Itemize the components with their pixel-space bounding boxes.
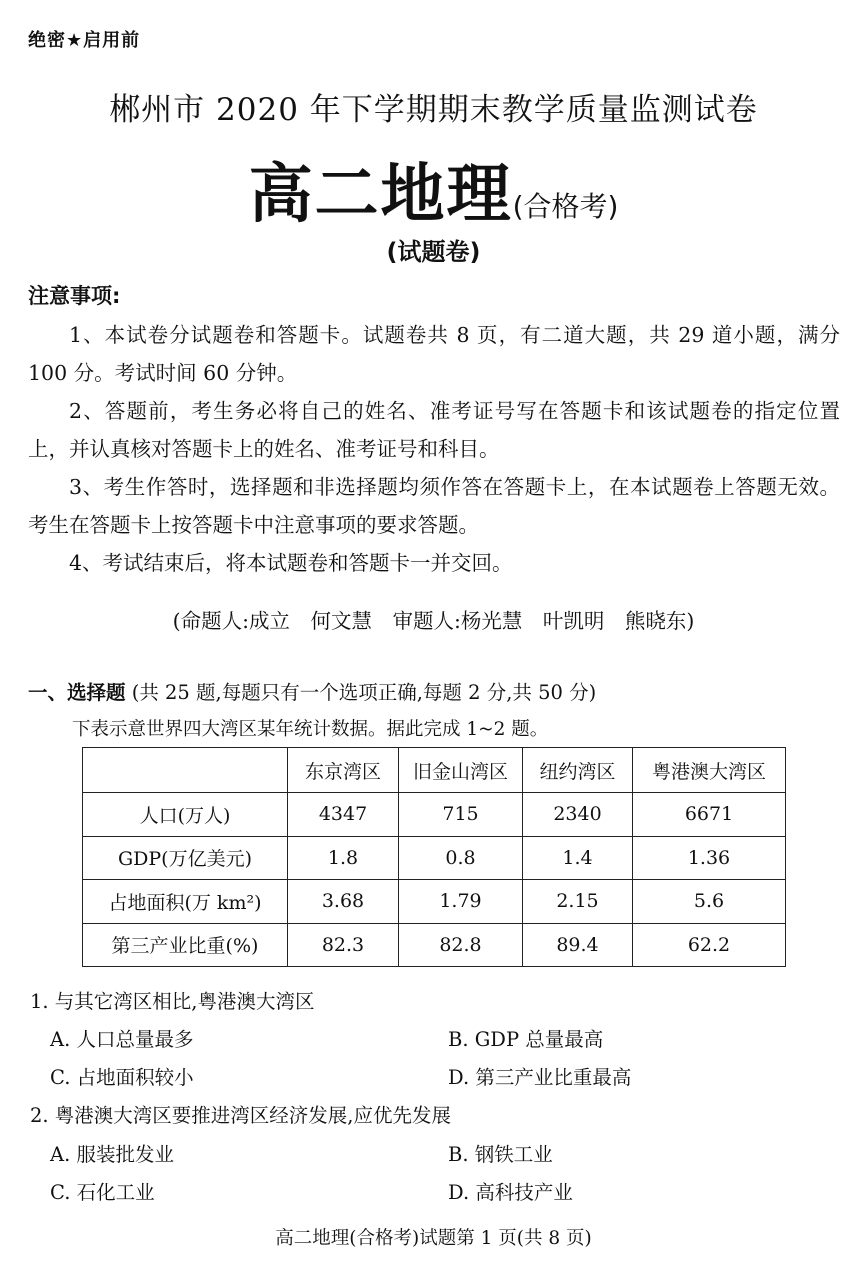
section-heading	[28, 677, 596, 705]
table-header-cell: 纽约湾区	[523, 748, 633, 793]
table-header-row	[83, 748, 786, 793]
note-item: 4、考试结束后，将本试题卷和答题卡一并交回。	[69, 551, 513, 575]
section-desc: (共 25 题,每题只有一个选项正确,每题 2 分,共 50 分)	[131, 681, 597, 704]
exam-title: 郴州市 2020 年下学期期末教学质量监测试卷	[109, 92, 758, 128]
question-option: C. 占地面积较小	[50, 1066, 194, 1089]
table-cell: 82.3	[288, 923, 399, 967]
table-cell: 1.8	[288, 836, 399, 880]
table-header-cell: 旧金山湾区	[399, 748, 523, 793]
notes-title: 注意事项:	[28, 284, 121, 308]
table-header-cell: 粤港澳大湾区	[633, 748, 786, 793]
subject-heading	[0, 143, 867, 235]
question-option: C. 石化工业	[50, 1181, 155, 1204]
table-row	[83, 836, 786, 880]
section-title: 一、选择题	[28, 681, 126, 704]
authors-line: (命题人:成立 何文慧 审题人:杨光慧 叶凯明 熊晓东)	[172, 609, 695, 633]
question-option: B. GDP 总量最高	[448, 1028, 604, 1051]
question-stem: 1. 与其它湾区相比,粤港澳大湾区	[30, 990, 315, 1013]
question-option: A. 人口总量最多	[50, 1028, 194, 1051]
question-option: A. 服装批发业	[50, 1143, 174, 1166]
question-option: B. 钢铁工业	[448, 1143, 553, 1166]
question-stem: 2. 粤港澳大湾区要推进湾区经济发展,应优先发展	[30, 1104, 452, 1127]
row-label: 占地面积(万 km²)	[83, 880, 288, 924]
page-footer: 高二地理(合格考)试题第 1 页(共 8 页)	[275, 1228, 592, 1249]
table-row	[83, 880, 786, 924]
table-cell: 1.4	[523, 836, 633, 880]
table-header-cell	[83, 748, 288, 793]
table-header-cell: 东京湾区	[288, 748, 399, 793]
table-cell: 715	[399, 793, 523, 837]
table-cell: 6671	[633, 793, 786, 837]
table-cell: 5.6	[633, 880, 786, 924]
subject-title: 高二地理	[248, 158, 513, 232]
bay-area-table	[82, 747, 786, 967]
row-label: 第三产业比重(%)	[83, 923, 288, 967]
table-cell: 1.36	[633, 836, 786, 880]
row-label: GDP(万亿美元)	[83, 836, 288, 880]
question-intro: 下表示意世界四大湾区某年统计数据。据此完成 1~2 题。	[72, 719, 549, 740]
table-cell: 1.79	[399, 880, 523, 924]
table-cell: 62.2	[633, 923, 786, 967]
notes-list	[28, 316, 840, 582]
table-cell: 0.8	[399, 836, 523, 880]
table-cell: 4347	[288, 793, 399, 837]
question-option: D. 高科技产业	[448, 1181, 573, 1204]
table-cell: 89.4	[523, 923, 633, 967]
table-cell: 2.15	[523, 880, 633, 924]
confidential-mark: 绝密★启用前	[28, 30, 141, 51]
question-option: D. 第三产业比重最高	[448, 1066, 632, 1089]
subject-tag: (合格考)	[512, 190, 619, 223]
table-cell: 82.8	[399, 923, 523, 967]
note-item: 1、本试卷分试题卷和答题卡。试题卷共 8 页，有二道大题，共 29 道小题，满分 100 分。考试时间 60 分钟。	[28, 323, 840, 385]
paper-type: (试题卷)	[386, 238, 481, 266]
table-row	[83, 793, 786, 837]
note-item: 3、考生作答时，选择题和非选择题均须作答在答题卡上，在本试题卷上答题无效。考生在答题卡上按答题卡中注意事项的要求答题。	[28, 475, 840, 537]
table-row	[83, 923, 786, 967]
row-label: 人口(万人)	[83, 793, 288, 837]
note-item: 2、答题前，考生务必将自己的姓名、准考证号写在答题卡和该试题卷的指定位置上，并认真核对答题卡上的姓名、准考证号和科目。	[28, 399, 840, 461]
table-cell: 2340	[523, 793, 633, 837]
table-cell: 3.68	[288, 880, 399, 924]
